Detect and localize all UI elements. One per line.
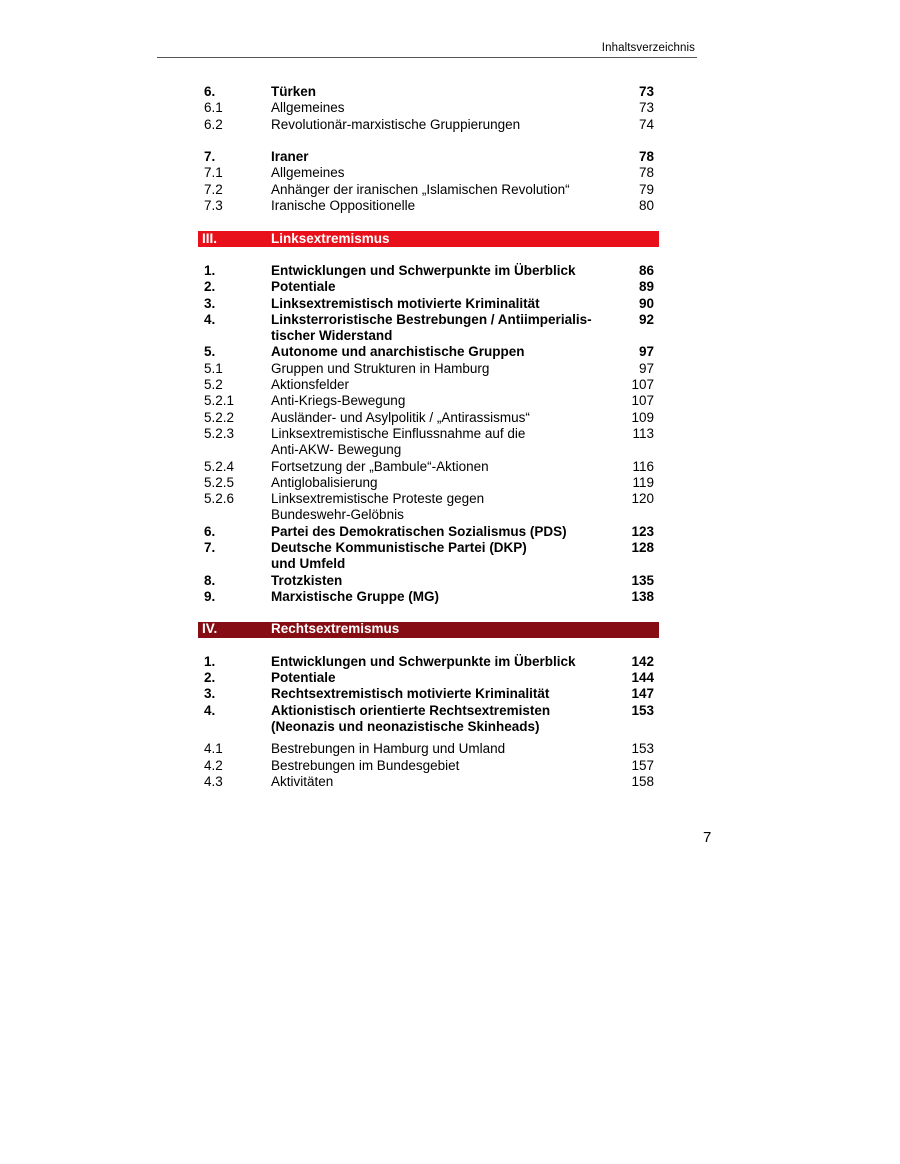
toc-entry-title	[271, 312, 601, 345]
toc-entry-number: 6.1	[204, 100, 223, 116]
toc-entry-page: 74	[638, 116, 654, 132]
toc-entry-number: 4.3	[204, 773, 223, 789]
toc-entry[interactable]	[198, 377, 659, 393]
section-title: Linksextremismus	[271, 230, 390, 246]
toc-entry-title-line: (Neonazis und neonazistische Skinheads)	[271, 718, 540, 734]
toc-entry-title-line: Trotzkisten	[271, 572, 343, 588]
toc-entry-title	[271, 426, 601, 459]
page-number: 7	[703, 829, 712, 846]
toc-entry-title	[271, 344, 601, 360]
toc-entry[interactable]	[198, 410, 659, 426]
toc-entry[interactable]	[198, 263, 659, 279]
toc-entry[interactable]	[198, 670, 659, 686]
toc-entry-title	[271, 361, 601, 377]
toc-entry-title	[271, 410, 601, 426]
toc-entry-title-line: Aktivitäten	[271, 773, 334, 789]
toc-entry-title	[271, 84, 601, 100]
section-title: Rechtsextremismus	[271, 621, 400, 637]
toc-entry-page: 158	[631, 773, 654, 789]
toc-entry-page: 147	[631, 686, 654, 702]
toc-entry-page: 157	[631, 757, 654, 773]
toc-entry[interactable]	[198, 703, 659, 736]
toc-entry-number: 8.	[204, 572, 216, 588]
toc-entry-number: 1.	[204, 262, 216, 278]
toc-entry-title	[271, 117, 601, 133]
toc-entry[interactable]	[198, 573, 659, 589]
spacer	[198, 638, 659, 654]
toc-entry-title-line: Partei des Demokratischen Sozialismus (PDS)	[271, 523, 567, 539]
toc-entry-page: 153	[631, 702, 654, 718]
toc-entry-number: 5.2.4	[204, 458, 235, 474]
toc-entry-number: 7.	[204, 149, 216, 165]
toc-entry-title-line: Anti-AKW- Bewegung	[271, 442, 402, 458]
toc-entry[interactable]	[198, 686, 659, 702]
toc-entry-title-line: Linksextremistische Einflussnahme auf die	[271, 425, 526, 441]
toc-entry-title-line: Revolutionär-marxistische Gruppierungen	[271, 116, 521, 132]
toc-entry-number: 5.2	[204, 377, 223, 393]
toc-entry[interactable]	[198, 393, 659, 409]
toc-entry-number: 6.	[204, 523, 216, 539]
toc-entry-number: 5.2.6	[204, 491, 235, 507]
toc-entry-title	[271, 540, 601, 573]
table-of-contents	[198, 84, 659, 790]
toc-entry-number: 5.2.2	[204, 409, 235, 425]
toc-entry-number: 5.2.3	[204, 425, 235, 441]
toc-entry-page: 78	[638, 165, 654, 181]
spacer	[198, 214, 659, 230]
toc-entry-page: 116	[632, 458, 654, 474]
toc-entry-title	[271, 741, 601, 757]
running-head	[157, 41, 697, 58]
toc-entry[interactable]	[198, 344, 659, 360]
toc-entry[interactable]	[198, 279, 659, 295]
toc-entry[interactable]	[198, 100, 659, 116]
toc-entry-page: 142	[631, 653, 654, 669]
toc-entry[interactable]	[198, 165, 659, 181]
toc-entry-title-line: Anhänger der iranischen „Islamischen Revolution“	[271, 181, 570, 197]
toc-entry-title	[271, 491, 601, 524]
toc-entry[interactable]	[198, 524, 659, 540]
toc-entry-title-line: Linksextremistische Proteste gegen	[271, 491, 485, 507]
toc-entry-page: 73	[638, 100, 654, 116]
toc-entry-title-line: Entwicklungen und Schwerpunkte im Überblick	[271, 653, 576, 669]
toc-entry-title-line: Allgemeines	[271, 100, 345, 116]
toc-entry[interactable]	[198, 491, 659, 524]
toc-entry-page: 113	[632, 425, 654, 441]
running-head-title: Inhaltsverzeichnis	[601, 42, 695, 54]
toc-entry[interactable]	[198, 296, 659, 312]
toc-entry-number: 2.	[204, 279, 216, 295]
toc-entry-title	[271, 279, 601, 295]
toc-entry-page: 97	[638, 344, 654, 360]
toc-entry-title-line: Türken	[271, 84, 317, 99]
toc-entry-title-line: Deutsche Kommunistische Partei (DKP)	[271, 540, 527, 556]
toc-entry[interactable]	[198, 361, 659, 377]
section-header-linksextremismus[interactable]	[198, 231, 659, 247]
toc-group	[198, 263, 659, 605]
section-number: IV.	[202, 621, 218, 637]
toc-entry-page: 78	[638, 149, 654, 165]
spacer	[198, 605, 659, 621]
toc-entry-title-line: Potentiale	[271, 670, 336, 686]
toc-entry-title-line: tischer Widerstand	[271, 328, 393, 344]
toc-entry-number: 4.1	[204, 741, 223, 757]
toc-entry-number: 6.2	[204, 116, 223, 132]
toc-entry[interactable]	[198, 540, 659, 573]
toc-entry-title	[271, 198, 601, 214]
toc-entry-number: 7.2	[204, 181, 223, 197]
toc-entry-page: 80	[638, 198, 654, 214]
toc-entry-title-line: Bestrebungen im Bundesgebiet	[271, 757, 460, 773]
toc-entry-title	[271, 182, 601, 198]
section-number: III.	[202, 230, 218, 246]
toc-entry-number: 1.	[204, 653, 216, 669]
toc-entry[interactable]	[198, 84, 659, 100]
toc-entry-number: 5.	[204, 344, 216, 360]
toc-entry-number: 6.	[204, 84, 216, 99]
toc-entry[interactable]	[198, 654, 659, 670]
toc-entry-title	[271, 377, 601, 393]
toc-entry-title	[271, 149, 601, 165]
toc-entry-number: 5.2.1	[204, 393, 235, 409]
toc-entry-page: 90	[638, 295, 654, 311]
spacer	[198, 247, 659, 263]
toc-entry-page: 138	[631, 588, 654, 604]
toc-entry-number: 5.2.5	[204, 474, 235, 490]
toc-entry-page: 92	[638, 311, 654, 327]
toc-group	[198, 149, 659, 214]
toc-entry-title-line: Iraner	[271, 149, 309, 165]
toc-entry-page: 73	[638, 84, 654, 99]
toc-group	[198, 84, 659, 133]
toc-entry-title-line: Autonome und anarchistische Gruppen	[271, 344, 525, 360]
toc-entry-page: 123	[631, 523, 654, 539]
toc-entry-title	[271, 573, 601, 589]
toc-entry-page: 120	[631, 491, 654, 507]
section-header-rechtsextremismus[interactable]	[198, 622, 659, 638]
toc-entry-title-line: Gruppen und Strukturen in Hamburg	[271, 360, 490, 376]
toc-entry-page: 109	[631, 409, 654, 425]
toc-entry-title	[271, 524, 601, 540]
toc-entry-number: 4.	[204, 311, 216, 327]
toc-entry-title	[271, 703, 601, 736]
toc-entry-title	[271, 296, 601, 312]
toc-entry-title	[271, 686, 601, 702]
toc-entry-title	[271, 774, 601, 790]
toc-entry-page: 107	[631, 377, 654, 393]
toc-entry-title-line: Rechtsextremistisch motivierte Kriminalität	[271, 686, 550, 702]
toc-entry[interactable]	[198, 426, 659, 459]
toc-entry-title-line: Allgemeines	[271, 165, 345, 181]
toc-entry[interactable]	[198, 741, 659, 757]
toc-entry-title-line: Bundeswehr-Gelöbnis	[271, 507, 404, 523]
toc-entry-page: 153	[631, 741, 654, 757]
toc-entry-title-line: Linksextremistisch motivierte Kriminalität	[271, 295, 540, 311]
toc-entry-title	[271, 758, 601, 774]
toc-entry-number: 7.	[204, 540, 216, 556]
toc-entry-title-line: Aktionistisch orientierte Rechtsextremisten	[271, 702, 551, 718]
toc-entry-page: 97	[638, 360, 654, 376]
toc-entry-title-line: Fortsetzung der „Bambule“-Aktionen	[271, 458, 489, 474]
toc-entry-title-line: Ausländer- und Asylpolitik / „Antirassismus“	[271, 409, 530, 425]
toc-entry-page: 86	[638, 262, 654, 278]
toc-entry-title	[271, 263, 601, 279]
toc-entry-title	[271, 589, 601, 605]
toc-entry-title-line: Bestrebungen in Hamburg und Umland	[271, 741, 506, 757]
toc-entry-title-line: Linksterroristische Bestrebungen / Antiimperialis-	[271, 311, 592, 327]
toc-entry-number: 2.	[204, 670, 216, 686]
toc-entry-number: 5.1	[204, 360, 223, 376]
toc-entry-page: 144	[631, 670, 654, 686]
toc-entry-title-line: und Umfeld	[271, 556, 346, 572]
toc-entry[interactable]	[198, 198, 659, 214]
toc-entry-title-line: Iranische Oppositionelle	[271, 198, 416, 214]
toc-entry[interactable]	[198, 117, 659, 133]
toc-entry-title	[271, 459, 601, 475]
toc-entry-number: 7.3	[204, 198, 223, 214]
toc-entry[interactable]	[198, 312, 659, 345]
toc-entry-number: 9.	[204, 588, 216, 604]
toc-entry-number: 4.	[204, 702, 216, 718]
toc-entry-title-line: Potentiale	[271, 279, 336, 295]
toc-entry[interactable]	[198, 589, 659, 605]
toc-entry[interactable]	[198, 475, 659, 491]
toc-entry-title-line: Entwicklungen und Schwerpunkte im Überblick	[271, 262, 576, 278]
toc-entry[interactable]	[198, 459, 659, 475]
toc-entry-page: 79	[638, 181, 654, 197]
toc-entry-number: 4.2	[204, 757, 223, 773]
toc-entry-title-line: Aktionsfelder	[271, 377, 350, 393]
toc-entry[interactable]	[198, 182, 659, 198]
toc-entry-title	[271, 165, 601, 181]
toc-entry-title	[271, 654, 601, 670]
toc-entry-number: 7.1	[204, 165, 223, 181]
toc-entry-title	[271, 670, 601, 686]
toc-group	[198, 654, 659, 735]
toc-entry[interactable]	[198, 758, 659, 774]
toc-entry-title-line: Anti-Kriegs-Bewegung	[271, 393, 406, 409]
toc-entry[interactable]	[198, 149, 659, 165]
toc-entry-title-line: Marxistische Gruppe (MG)	[271, 588, 440, 604]
toc-entry-title	[271, 393, 601, 409]
toc-entry-page: 107	[631, 393, 654, 409]
toc-entry-page: 135	[631, 572, 654, 588]
toc-entry-page: 119	[632, 474, 654, 490]
toc-entry-page: 128	[631, 540, 654, 556]
toc-entry-title	[271, 100, 601, 116]
toc-group	[198, 741, 659, 790]
toc-entry-number: 3.	[204, 295, 216, 311]
toc-entry-number: 3.	[204, 686, 216, 702]
spacer	[198, 133, 659, 149]
toc-entry-page: 89	[638, 279, 654, 295]
toc-entry-title	[271, 475, 601, 491]
toc-entry[interactable]	[198, 774, 659, 790]
toc-entry-title-line: Antiglobalisierung	[271, 474, 378, 490]
